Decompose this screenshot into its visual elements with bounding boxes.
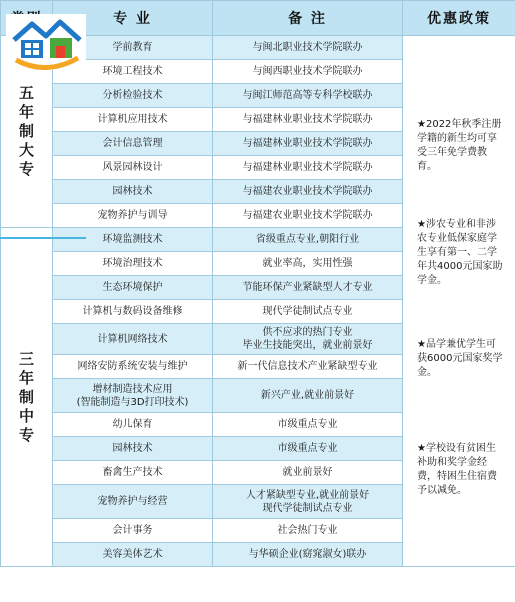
note-cell: 新一代信息技术产业紧缺型专业 [213, 355, 403, 379]
note-cell: 与福建林业职业技术学院联办 [213, 156, 403, 180]
note-cell: 省级重点专业,朝阳行业 [213, 228, 403, 252]
note-cell: 与闽北职业技术学院联办 [213, 36, 403, 60]
major-cell: 美容美体艺术 [53, 543, 213, 567]
note-cell: 与闽江师范高等专科学校联办 [213, 84, 403, 108]
major-cell: 会计事务 [53, 519, 213, 543]
policy-item: ★学校设有贫困生补助和奖学金经费，特困生住宿费予以减免。 [417, 443, 497, 496]
header-note: 备 注 [213, 1, 403, 36]
note-cell: 与福建农业职业技术学院联办 [213, 180, 403, 204]
note-cell: 节能环保产业紧缺型人才专业 [213, 276, 403, 300]
policy-cell [403, 36, 515, 567]
major-cell: 增材制造技术应用 (智能制造与3D打印技术) [53, 379, 213, 413]
note-cell: 与福建林业职业技术学院联办 [213, 108, 403, 132]
major-cell: 园林技术 [53, 437, 213, 461]
major-cell: 环境治理技术 [53, 252, 213, 276]
policy-item: ★品学兼优学生可获6000元国家奖学金。 [417, 339, 503, 378]
note-cell: 现代学徒制试点专业 [213, 300, 403, 324]
note-cell: 就业前景好 [213, 461, 403, 485]
major-cell: 学前教育 [53, 36, 213, 60]
house-logo-icon [6, 14, 86, 70]
major-cell: 环境工程技术 [53, 60, 213, 84]
major-cell: 计算机应用技术 [53, 108, 213, 132]
major-cell: 分析检验技术 [53, 84, 213, 108]
note-cell: 与华硕企业(窈窕淑女)联办 [213, 543, 403, 567]
major-cell: 风景园林设计 [53, 156, 213, 180]
major-cell: 环境监测技术 [53, 228, 213, 252]
group-separator [0, 237, 86, 239]
policy-item: ★2022年秋季注册学籍的新生均可享受三年免学费教育。 [417, 119, 502, 172]
major-cell: 宠物养护与经营 [53, 485, 213, 519]
major-cell: 计算机网络技术 [53, 324, 213, 355]
note-cell: 市级重点专业 [213, 437, 403, 461]
major-cell: 园林技术 [53, 180, 213, 204]
note-cell: 市级重点专业 [213, 413, 403, 437]
note-cell: 社会热门专业 [213, 519, 403, 543]
major-cell: 网络安防系统安装与维护 [53, 355, 213, 379]
policy-item: ★涉农专业和非涉农专业低保家庭学生享有第一、二学年共4000元国家助学金。 [417, 219, 503, 286]
major-cell: 畜禽生产技术 [53, 461, 213, 485]
major-cell: 宠物养护与训导 [53, 204, 213, 228]
major-cell: 会计信息管理 [53, 132, 213, 156]
major-cell: 计算机与数码设备维修 [53, 300, 213, 324]
major-cell: 幼儿保育 [53, 413, 213, 437]
note-cell: 与福建林业职业技术学院联办 [213, 132, 403, 156]
header-policy: 优惠政策 [403, 1, 515, 36]
note-cell: 新兴产业,就业前景好 [213, 379, 403, 413]
note-cell: 与福建农业职业技术学院联办 [213, 204, 403, 228]
note-cell: 就业率高，实用性强 [213, 252, 403, 276]
note-cell: 人才紧缺型专业,就业前景好 现代学徒制试点专业 [213, 485, 403, 519]
major-cell: 生态环境保护 [53, 276, 213, 300]
category-cell: 五 年 制 大 专 [1, 36, 53, 228]
header-major: 专 业 [53, 1, 213, 36]
note-cell: 与闽西职业技术学院联办 [213, 60, 403, 84]
category-cell: 三 年 制 中 专 [1, 228, 53, 567]
note-cell: 供不应求的热门专业 毕业生技能突出，就业前景好 [213, 324, 403, 355]
